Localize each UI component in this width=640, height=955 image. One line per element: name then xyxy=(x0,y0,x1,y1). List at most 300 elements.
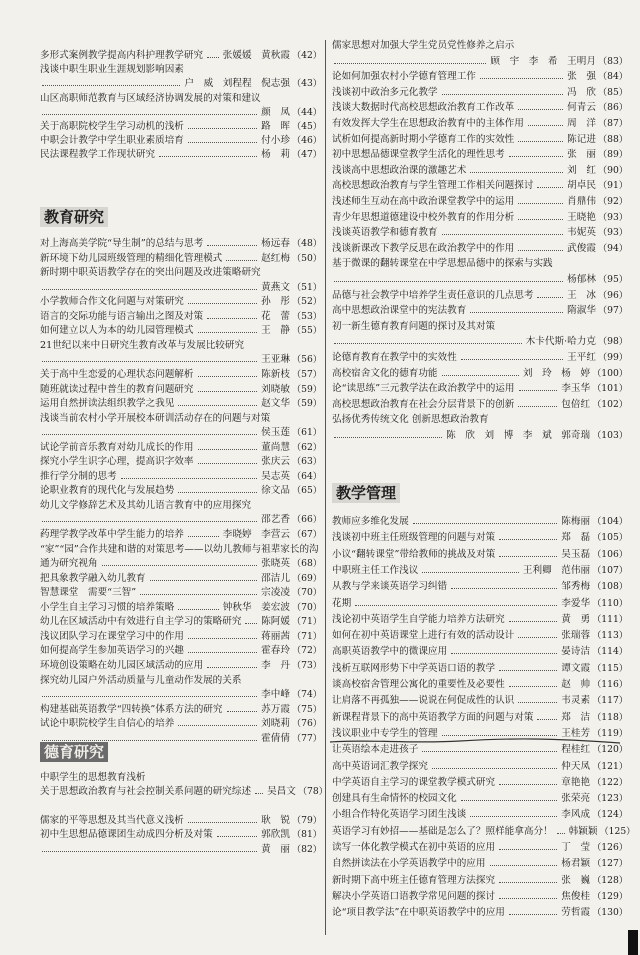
toc-entry-page-number: （93） xyxy=(597,227,628,239)
toc-entry-title: 如何建立以人为本的幼儿园管理模式 xyxy=(40,325,194,337)
toc-entry-page-number: （84） xyxy=(597,71,628,83)
toc-entry-page-number: （77） xyxy=(291,732,322,744)
toc-entry-author: 蒋丽茜 xyxy=(261,630,290,642)
toc-entry-author: 李爱华 xyxy=(561,597,591,609)
toc-entry xyxy=(40,829,322,841)
toc-entry-title: 儒家思想对加强大学生党员党性修养之启示 xyxy=(332,40,515,51)
toc-entry-title: 品德与社会教学中培养学生责任意识的几点思考 xyxy=(332,289,534,301)
toc-entry-page-number: （102） xyxy=(592,398,628,410)
toc-entry-author: 钟秋华 姜宏波 xyxy=(222,601,290,613)
toc-entry-author: 花 蕾 xyxy=(261,310,290,322)
toc-entry-author: 张 丽 xyxy=(567,149,596,161)
toc-entry xyxy=(332,134,628,146)
toc-entry-title: 创建具有生命情怀的校园文化 xyxy=(332,793,457,805)
toc-entry xyxy=(332,321,628,333)
dot-leader xyxy=(226,260,257,261)
dot-leader xyxy=(519,390,558,391)
dot-leader xyxy=(518,702,557,703)
toc-entry-title: 浅析互联网形势下中学英语口语的教学 xyxy=(332,662,496,674)
toc-entry-page-number: （70） xyxy=(291,601,322,613)
toc-entry xyxy=(40,340,322,352)
dot-leader xyxy=(42,85,180,86)
toc-entry-title: 幼儿文学修辞艺术及其幼儿语言教育中的应用探究 xyxy=(40,499,252,511)
toc-entry-title: 浅谈初中政治多元化教学 xyxy=(332,86,438,98)
toc-entry-author: 杨郁林 xyxy=(567,274,596,285)
dot-leader xyxy=(499,539,557,540)
toc-entry-author: 李玉华 xyxy=(561,383,591,395)
toc-entry-title: 解决小学英语口语教学常见问题的探讨 xyxy=(332,890,496,902)
toc-entry xyxy=(332,40,628,52)
toc-entry-title: 自然拼读法在小学英语教学中的应用 xyxy=(332,858,486,870)
toc-entry xyxy=(332,196,628,208)
toc-entry-title: 试论学前音乐教育对幼儿成长的作用 xyxy=(40,441,194,453)
dot-leader xyxy=(42,434,257,435)
toc-entry-title: 高校思想政治教育在社会分层背景下的创新 xyxy=(332,398,515,410)
toc-entry xyxy=(332,180,628,192)
toc-entry-title: 中职班主任工作浅议 xyxy=(332,564,419,576)
toc-entry-page-number: （61） xyxy=(291,427,322,439)
toc-entry-title: 论“读思练”三元教学法在政治教学中的运用 xyxy=(332,383,515,395)
toc-entry-title: 对上海高美学院“导生制”的总结与思考 xyxy=(40,238,204,249)
toc-entry-page-number: （53） xyxy=(291,310,322,322)
toc-entry-title: 论如何加强农村小学德育管理工作 xyxy=(332,71,476,83)
toc-entry-author: 章艳艳 xyxy=(561,776,591,788)
dot-leader xyxy=(188,303,257,304)
toc-entry-page-number: （85） xyxy=(597,86,628,98)
toc-entry xyxy=(332,430,628,442)
toc-entry-page-number: （99） xyxy=(597,352,628,363)
toc-entry xyxy=(40,558,322,570)
toc-entry-title: 让英语绘本走进孩子 xyxy=(332,744,419,756)
toc-entry-author xyxy=(272,413,276,424)
toc-entry-page-number: （114） xyxy=(592,646,628,658)
toc-entry xyxy=(332,414,628,426)
toc-entry xyxy=(40,253,322,265)
toc-entry xyxy=(332,598,628,610)
toc-entry-title: 青少年思想道德建设中校外教育的作用分析 xyxy=(332,211,515,223)
toc-entry-page-number: （71） xyxy=(291,616,322,628)
dot-leader xyxy=(198,391,258,392)
toc-entry-title: 浅谈大数据时代高校思想政治教育工作改革 xyxy=(332,102,515,114)
toc-entry-author: 晏诗洁 xyxy=(561,646,591,658)
toc-entry xyxy=(40,325,322,337)
toc-entry-page-number: （44） xyxy=(291,106,322,118)
toc-entry-author: 王 冰 xyxy=(567,289,596,301)
toc-entry-author xyxy=(555,258,559,269)
toc-entry xyxy=(332,243,628,255)
toc-entry-page-number: （59） xyxy=(291,383,322,395)
dot-leader xyxy=(499,784,557,785)
toc-entry-title: 探究小学生识字心理，提高识字效率 xyxy=(40,456,194,468)
toc-entry-author: 霍春玲 xyxy=(261,645,290,657)
toc-entry xyxy=(40,50,322,62)
dot-leader xyxy=(217,836,257,837)
toc-entry-author: 霍倩倩 xyxy=(261,732,290,744)
toc-entry-page-number: （115） xyxy=(592,662,628,674)
toc-entry xyxy=(332,149,628,161)
toc-entry-title: 如何在初中英语课堂上进行有效的活动设计 xyxy=(332,630,515,642)
dot-leader xyxy=(422,572,519,573)
toc-entry-page-number: （43） xyxy=(291,78,322,90)
toc-entry-title: 语言的交际功能与语言输出之图及对策 xyxy=(40,310,204,322)
toc-entry-page-number: （118） xyxy=(592,711,628,723)
toc-entry-title: 高校思想政治教育与学生管理工作相关问题探讨 xyxy=(332,180,534,192)
toc-entry-title: 弘扬优秀传统文化 创新思想政治教育 xyxy=(332,414,489,426)
toc-entry-page-number: （110） xyxy=(592,597,628,609)
toc-entry xyxy=(40,413,322,425)
toc-entry-author: 程桂红 xyxy=(561,744,591,756)
toc-entry-author: 张瑞蓉 xyxy=(561,630,591,642)
toc-entry-author: 付小珍 xyxy=(261,135,290,147)
toc-entry-author: 仲天凤 xyxy=(561,760,591,772)
toc-entry-author xyxy=(148,772,152,783)
toc-entry-author: 张庆云 xyxy=(261,456,290,468)
toc-entry-author: 陈 欣 刘 博 李 斌 郭奇瑞 xyxy=(446,430,591,441)
dot-leader xyxy=(509,621,558,622)
toc-entry-page-number: （91） xyxy=(597,180,628,192)
dot-leader xyxy=(518,109,563,110)
toc-entry xyxy=(332,274,628,286)
toc-entry-page-number: （81） xyxy=(291,829,322,841)
toc-entry xyxy=(40,267,322,279)
toc-entry-page-number: （59） xyxy=(291,398,322,410)
toc-entry-title: 浅议职业中专学生的管理 xyxy=(332,727,438,739)
toc-entry xyxy=(40,78,322,90)
toc-entry-title: 民法课程教学工作现状研究 xyxy=(40,149,156,161)
toc-entry xyxy=(332,368,628,380)
toc-entry-author: 侯玉莲 xyxy=(261,427,290,439)
toc-entry-author: 陈阿媛 xyxy=(261,616,290,628)
toc-entry xyxy=(332,679,628,691)
toc-entry-page-number: （128） xyxy=(592,874,628,886)
dot-leader xyxy=(334,63,486,64)
dot-leader xyxy=(461,359,563,360)
toc-entry-page-number: （108） xyxy=(592,581,628,593)
toc-entry-page-number: （46） xyxy=(291,135,322,147)
toc-entry-author: 吴玉磊 xyxy=(561,548,591,560)
toc-entry-page-number: （130） xyxy=(592,907,628,919)
toc-entry-page-number: （79） xyxy=(291,814,322,826)
dot-leader xyxy=(518,219,563,220)
toc-entry-page-number: （45） xyxy=(291,121,322,132)
toc-entry-page-number: （76） xyxy=(291,718,322,730)
dot-leader xyxy=(178,492,257,493)
toc-entry xyxy=(40,544,322,556)
toc-entry-page-number: （62） xyxy=(291,441,322,453)
toc-entry-title: 山区高职师范教育与区域经济协调发展的对策和建议 xyxy=(40,92,261,104)
toc-entry-author: 劳哲霞 xyxy=(561,907,591,919)
toc-entry-page-number: （67） xyxy=(291,529,322,540)
toc-entry-author: 赵 帅 xyxy=(561,679,591,690)
toc-entry-author: 郑 磊 xyxy=(561,532,591,544)
column-divider xyxy=(325,40,326,935)
toc-entry-author: 黄燕文 xyxy=(261,281,290,293)
toc-entry-page-number: （75） xyxy=(291,703,322,715)
toc-entry xyxy=(332,891,628,903)
toc-entry xyxy=(332,71,628,83)
toc-entry xyxy=(40,616,322,628)
toc-entry-title: 浅谈中职生职业生涯规划影响因素 xyxy=(40,64,184,76)
toc-entry-title: 如何提高学生参加英语学习的兴趣 xyxy=(40,645,184,657)
dot-leader xyxy=(518,141,563,142)
toc-entry-title: 浅谈英语教学和德育教育 xyxy=(332,227,438,239)
toc-entry-title: 新时期下高中班主任德育管理方法探究 xyxy=(332,874,496,886)
toc-entry xyxy=(332,549,628,561)
dot-leader xyxy=(537,297,563,298)
toc-entry-title: 中职会计教学中学生职业素质培育 xyxy=(40,135,184,147)
dot-leader xyxy=(509,914,557,915)
toc-entry-page-number: （103） xyxy=(592,430,628,441)
toc-entry-title: 初中生思想品德课团生动成四分析及对策 xyxy=(40,829,213,841)
toc-entry-page-number: （106） xyxy=(592,548,628,560)
dot-leader xyxy=(334,281,563,282)
toc-entry-page-number: （73） xyxy=(291,659,322,671)
section-heading: 教学管理 xyxy=(332,483,400,503)
toc-entry xyxy=(40,500,322,512)
dot-leader xyxy=(432,768,557,769)
toc-entry-author: 张媛媛 黄秋霞 xyxy=(222,50,290,61)
toc-entry-page-number: （95） xyxy=(597,274,628,285)
toc-entry xyxy=(332,777,628,789)
dot-leader xyxy=(42,289,257,290)
dot-leader xyxy=(255,793,263,794)
toc-entry-author: 李晓婷 李营云 xyxy=(222,529,290,540)
toc-entry xyxy=(332,712,628,724)
toc-entry xyxy=(40,427,322,439)
toc-entry xyxy=(332,56,628,68)
toc-entry-page-number: （116） xyxy=(592,679,628,690)
toc-entry xyxy=(332,565,628,577)
toc-entry xyxy=(332,118,628,130)
toc-entry-title: 读写一体化教学模式在初中英语的应用 xyxy=(332,842,496,853)
toc-entry-author: 苏万霞 xyxy=(261,703,290,715)
toc-entry-author: 陈新枝 xyxy=(261,368,290,380)
dot-leader xyxy=(42,851,257,852)
toc-entry-page-number: （69） xyxy=(291,572,322,584)
toc-entry-title: 智慧课堂 需要“三智” xyxy=(40,587,137,599)
dot-leader xyxy=(334,343,522,344)
toc-entry-author: 户 威 刘程程 倪志强 xyxy=(184,78,290,90)
toc-entry xyxy=(40,529,322,541)
toc-entry-page-number: （89） xyxy=(597,149,628,161)
toc-entry xyxy=(40,471,322,483)
toc-entry xyxy=(332,227,628,239)
toc-entry-author: 吴志英 xyxy=(261,470,290,482)
dot-leader xyxy=(509,156,563,157)
toc-entry xyxy=(40,149,322,161)
dot-leader xyxy=(470,172,563,173)
toc-entry xyxy=(332,165,628,177)
toc-entry-page-number: （78） xyxy=(297,786,328,798)
toc-entry-author: 杨 莉 xyxy=(261,149,290,161)
dot-leader xyxy=(528,125,563,126)
toc-entry-title: 多形式案例教学提高内科护理教学研究 xyxy=(40,50,204,61)
toc-entry-author: 路 晖 xyxy=(261,121,290,132)
toc-entry-title: 试析如何提高新时期小学德育工作的实效性 xyxy=(332,133,515,145)
toc-entry xyxy=(332,532,628,544)
toc-entry xyxy=(332,516,628,528)
toc-entry-author: 陈梅丽 xyxy=(561,516,591,527)
toc-entry-page-number: （86） xyxy=(597,102,628,114)
toc-entry xyxy=(40,64,322,76)
toc-entry-title: 浅谈高中思想政治课的激趣艺术 xyxy=(332,164,467,176)
toc-entry-title: 论职业教育的现代化与发展趋势 xyxy=(40,485,175,497)
toc-entry-title: 论“项目教学法”在中职英语教学中的应用 xyxy=(332,907,505,919)
toc-entry-author: 张晓英 xyxy=(261,558,290,570)
dot-leader xyxy=(227,711,258,712)
dot-leader xyxy=(188,652,257,653)
toc-entry-author: 王晓艳 xyxy=(567,211,596,223)
toc-entry-page-number: （52） xyxy=(291,296,322,308)
dot-leader xyxy=(207,57,219,58)
toc-entry-title: 环境创设策略在幼儿园区域活动的应用 xyxy=(40,659,204,671)
toc-entry xyxy=(332,663,628,675)
toc-entry-page-number: （66） xyxy=(291,514,322,526)
toc-entry-title: 药理学教学改革中学生能力的培养 xyxy=(40,529,184,540)
dot-leader xyxy=(42,361,257,362)
toc-entry-title: 高中思想政治课堂中的宪法教育 xyxy=(332,305,467,317)
toc-entry-author: 黄 勇 xyxy=(561,613,591,625)
toc-entry-author: 丁 莹 xyxy=(561,842,591,853)
toc-entry xyxy=(332,614,628,626)
toc-entry xyxy=(40,93,322,105)
toc-entry-page-number: （68） xyxy=(291,558,322,570)
toc-entry-page-number: （111） xyxy=(592,613,628,625)
toc-entry xyxy=(332,761,628,773)
toc-entry-author: 包倍红 xyxy=(561,398,591,410)
dot-leader xyxy=(518,203,563,204)
toc-entry-page-number: （104） xyxy=(592,516,628,527)
toc-entry-author: 郭欣凯 xyxy=(261,829,290,841)
toc-entry-author: 邵艺香 xyxy=(261,514,290,526)
toc-entry-title: 中职学生的思想教育浅析 xyxy=(40,772,146,783)
toc-entry-author xyxy=(253,500,257,511)
toc-entry-author: 杨君颖 xyxy=(561,858,591,870)
toc-entry xyxy=(332,809,628,821)
dot-leader xyxy=(207,667,257,668)
toc-entry-author xyxy=(497,321,501,332)
dot-leader xyxy=(461,800,558,801)
toc-entry xyxy=(40,631,322,643)
dot-leader xyxy=(102,565,258,566)
toc-entry xyxy=(40,660,322,672)
toc-entry xyxy=(40,369,322,381)
toc-entry-title: 新课程背景下的高中英语教学方面的问题与对策 xyxy=(332,711,534,723)
toc-entry-author xyxy=(186,64,190,75)
toc-entry-page-number: （113） xyxy=(592,630,628,642)
toc-entry-author: 张荣亮 xyxy=(561,793,591,805)
dot-leader xyxy=(159,156,257,157)
toc-entry-page-number: （83） xyxy=(597,55,628,67)
toc-entry xyxy=(332,907,628,919)
toc-entry xyxy=(40,675,322,687)
toc-entry-author: 隋淑华 xyxy=(567,305,596,317)
toc-entry-author: 杨远春 xyxy=(261,238,290,249)
toc-entry-page-number: （71） xyxy=(291,630,322,642)
toc-entry-page-number: （105） xyxy=(592,532,628,544)
toc-entry xyxy=(332,630,628,642)
toc-entry-author xyxy=(263,267,267,278)
toc-entry-page-number: （65） xyxy=(291,485,322,497)
toc-entry-page-number: （129） xyxy=(592,890,628,902)
toc-entry-title: 高校宿舍文化的德育功能 xyxy=(332,367,438,379)
toc-entry xyxy=(332,744,628,756)
toc-entry xyxy=(332,646,628,658)
dot-leader xyxy=(140,594,257,595)
dot-leader xyxy=(499,882,557,883)
toc-entry-title: 花期 xyxy=(332,597,352,609)
toc-entry xyxy=(40,456,322,468)
toc-entry xyxy=(40,121,322,133)
toc-entry-title: 高职英语教学中的微课应用 xyxy=(332,646,448,658)
toc-entry-author xyxy=(491,414,495,425)
toc-entry-title: 试论中职院校学生自信心的培养 xyxy=(40,718,175,730)
dot-leader xyxy=(207,245,257,246)
dot-leader xyxy=(178,725,257,726)
toc-entry-page-number: （125） xyxy=(599,825,636,837)
toc-entry-author: 王平红 xyxy=(567,352,596,363)
toc-entry-title: 小组合作特化英语学习团生浅谈 xyxy=(332,809,467,821)
toc-entry-title: 浅论初中英语学生自学能力培养方法研究 xyxy=(332,613,505,625)
toc-entry-title: 小议“翻转课堂”带给教师的挑战及对策 xyxy=(332,548,496,560)
toc-entry-page-number: （90） xyxy=(597,164,628,176)
toc-entry xyxy=(40,282,322,294)
toc-entry xyxy=(332,825,636,838)
toc-entry xyxy=(332,793,628,805)
toc-entry-title: “家”“园”合作共建和谐的对策思考——以幼儿教师与祖辈家长的沟 xyxy=(40,543,319,555)
dot-leader xyxy=(442,234,564,235)
dot-leader xyxy=(42,740,257,741)
toc-entry xyxy=(40,485,322,497)
toc-entry xyxy=(40,573,322,585)
dot-leader xyxy=(518,406,557,407)
toc-entry-title: 谈高校宿舍管理公寓化的重要性及必要性 xyxy=(332,679,505,690)
toc-entry-title: 浅谈新课改下教学反思在政治教学中的作用 xyxy=(332,242,515,254)
toc-entry-title: 浅述师生互动在高中政治课堂教学中的运用 xyxy=(332,196,515,207)
toc-entry xyxy=(332,399,628,411)
toc-entry-author: 宗凌凌 xyxy=(261,587,290,599)
toc-entry-author: 谭文霞 xyxy=(561,662,591,674)
handwritten-pen-stroke xyxy=(330,737,620,745)
dot-leader xyxy=(451,588,557,589)
toc-entry-title: 关于高中生恋爱的心理状态问题解析 xyxy=(40,368,194,380)
toc-entry-title: 构建基础英语教学“四转换”体系方法的研究 xyxy=(40,703,223,715)
toc-entry xyxy=(40,602,322,614)
toc-entry-title: 中学英语自主学习的课堂教学模式研究 xyxy=(332,776,496,788)
toc-entry-title: 浅谈初中班主任班级管理的问题与对策 xyxy=(332,532,496,544)
toc-entry-page-number: （88） xyxy=(597,133,628,145)
dot-leader xyxy=(188,128,257,129)
toc-entry-title: 把具象教学融入幼儿教育 xyxy=(40,572,146,584)
toc-entry-page-number: （63） xyxy=(291,456,322,468)
toc-entry xyxy=(40,815,322,827)
toc-entry-author xyxy=(246,340,250,351)
toc-entry-page-number: （107） xyxy=(592,564,628,576)
dot-leader xyxy=(470,816,557,817)
toc-entry xyxy=(332,352,628,364)
toc-entry-author: 王桂芳 xyxy=(561,727,591,739)
toc-entry xyxy=(332,102,628,114)
toc-entry xyxy=(40,238,322,250)
dot-leader xyxy=(198,449,258,450)
dot-leader xyxy=(499,898,557,899)
toc-entry-author: 冯 欣 xyxy=(567,86,596,98)
toc-entry-page-number: （56） xyxy=(291,354,322,366)
toc-entry-page-number: （123） xyxy=(592,793,628,805)
toc-entry-author: 邵洁儿 xyxy=(261,572,290,584)
toc-entry xyxy=(332,87,628,99)
toc-entry-author: 陈记进 xyxy=(567,133,596,145)
